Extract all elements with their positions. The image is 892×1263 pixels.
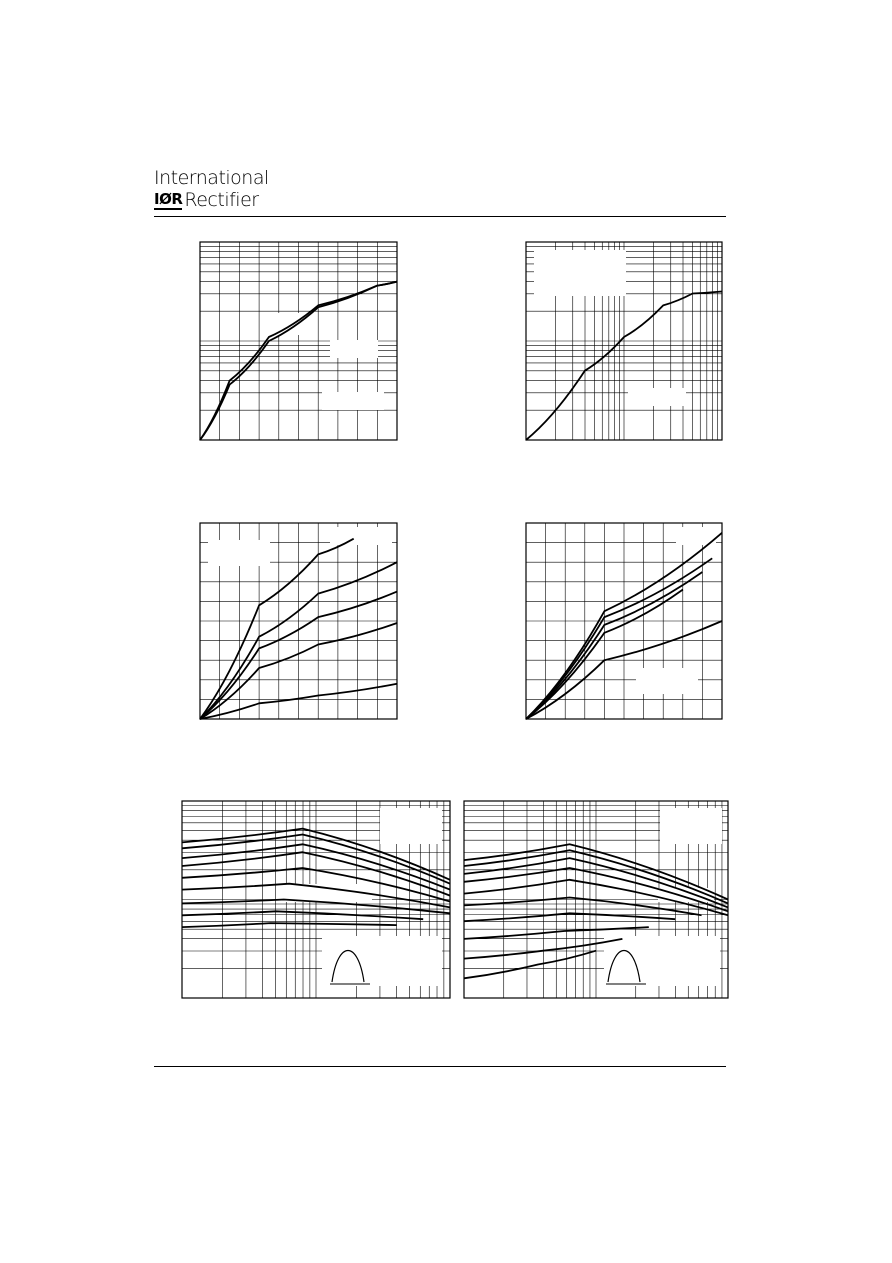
- chart5-label-box-2: [322, 936, 442, 986]
- chart2-label-box-2: [628, 388, 686, 406]
- chart5-label-box-1: [380, 808, 442, 844]
- chart-1: [200, 242, 397, 440]
- chart5-series-9: [182, 923, 396, 927]
- company-name-line1: International: [154, 167, 269, 189]
- chart-6: [464, 801, 728, 998]
- chart-3: [200, 523, 397, 719]
- chart-2: [526, 242, 722, 440]
- chart3-label-box-1: [208, 540, 270, 566]
- ior-logo-mark: IØR: [154, 190, 183, 208]
- chart5-series-8: [182, 911, 423, 919]
- company-name-line2: Rectifier: [184, 189, 259, 211]
- chart6-series-10: [464, 951, 596, 979]
- chart6-label-box-1: [660, 808, 722, 844]
- chart1-label-box-3: [322, 392, 384, 410]
- chart-4: [526, 523, 722, 719]
- chart-5: [182, 801, 450, 998]
- chart-panels: [182, 242, 728, 998]
- chart4-label-box-2: [636, 668, 698, 694]
- chart6-label-box-2: [604, 936, 720, 986]
- chart1-label-box-2: [330, 340, 378, 358]
- chart2-label-box-1: [534, 250, 626, 296]
- chart3-label-box-2: [330, 527, 392, 545]
